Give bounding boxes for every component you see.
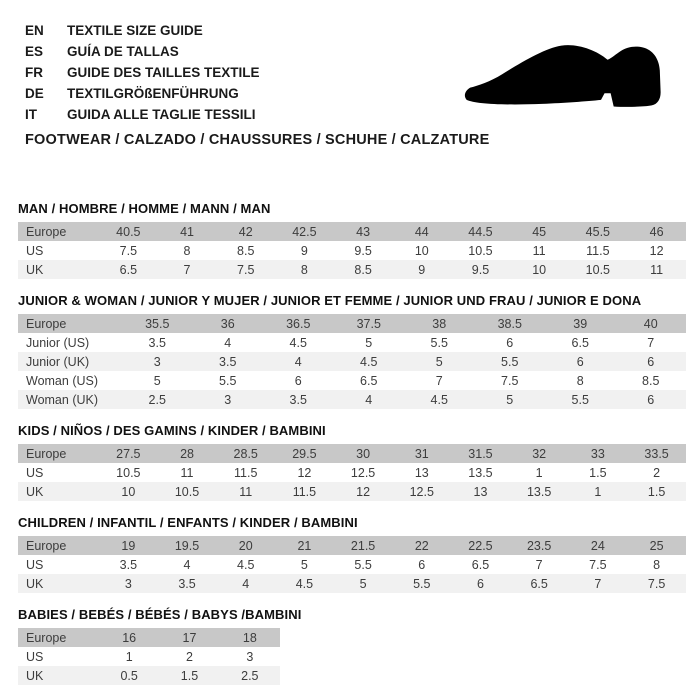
table-row xyxy=(18,444,686,463)
size-cell: 5 xyxy=(153,373,161,388)
shoe-icon xyxy=(463,38,666,111)
size-cell: 7 xyxy=(594,576,602,591)
size-cell: 43 xyxy=(356,224,371,239)
size-cell: 44 xyxy=(414,224,429,239)
size-cell: 6 xyxy=(476,576,484,591)
size-cell: 4 xyxy=(183,557,191,572)
size-tables-container xyxy=(0,201,700,685)
size-cell: 19.5 xyxy=(174,538,200,553)
size-cell: 25 xyxy=(649,538,664,553)
row-label: Junior (UK) xyxy=(26,354,90,369)
size-cell: 33 xyxy=(590,446,605,461)
size-cell: 23.5 xyxy=(526,538,552,553)
row-label: UK xyxy=(26,668,44,683)
size-cell: 6.5 xyxy=(360,373,378,388)
size-cell: 6.5 xyxy=(530,576,548,591)
size-cell: 2.5 xyxy=(148,392,166,407)
size-cell: 3.5 xyxy=(148,335,166,350)
size-cell: 4 xyxy=(365,392,373,407)
size-cell: 3 xyxy=(153,354,161,369)
size-cell: 3.5 xyxy=(289,392,307,407)
size-cell: 5.5 xyxy=(219,373,237,388)
size-cell: 42.5 xyxy=(292,224,317,239)
size-cell: 5 xyxy=(300,557,308,572)
size-cell: 40 xyxy=(643,316,658,331)
size-cell: 5.5 xyxy=(413,576,431,591)
size-cell: 38.5 xyxy=(497,316,522,331)
row-label: Europe xyxy=(26,316,67,331)
size-cell: 22 xyxy=(414,538,429,553)
language-label: GUIDE DES TAILLES TEXTILE xyxy=(67,65,260,80)
row-label: Europe xyxy=(26,538,67,553)
section-title-babies: BABIES / BEBÉS / BÉBÉS / BABYS /BAMBINI xyxy=(18,607,302,622)
table-row xyxy=(18,222,686,241)
table-row xyxy=(18,371,686,390)
size-cell: 31 xyxy=(414,446,429,461)
size-cell: 46 xyxy=(649,224,664,239)
size-cell: 36.5 xyxy=(286,316,311,331)
size-cell: 11 xyxy=(180,465,194,480)
size-cell: 7.5 xyxy=(647,576,666,591)
row-label: Europe xyxy=(26,446,67,461)
size-cell: 33.5 xyxy=(644,446,669,461)
language-code: DE xyxy=(25,86,44,101)
size-cell: 3 xyxy=(246,649,254,664)
size-cell: 7 xyxy=(647,335,655,350)
size-cell: 41 xyxy=(180,224,194,239)
language-code: ES xyxy=(25,44,44,59)
size-cell: 3.5 xyxy=(178,576,196,591)
size-table-junior-woman xyxy=(18,314,686,409)
size-cell: 38 xyxy=(432,316,447,331)
size-cell: 20 xyxy=(238,538,253,553)
size-cell: 7 xyxy=(183,262,191,277)
size-cell: 29.5 xyxy=(292,446,317,461)
table-row xyxy=(18,314,686,333)
table-row xyxy=(18,628,280,647)
size-cell: 3.5 xyxy=(119,557,138,572)
size-cell: 5.5 xyxy=(501,354,519,369)
row-label: Europe xyxy=(26,630,67,645)
size-cell: 0.5 xyxy=(120,668,138,683)
size-cell: 45 xyxy=(532,224,547,239)
size-cell: 11 xyxy=(650,262,664,277)
size-section-children xyxy=(18,515,686,593)
language-code: EN xyxy=(25,23,44,38)
size-cell: 1.5 xyxy=(647,484,666,499)
section-title-children: CHILDREN / INFANTIL / ENFANTS / KINDER / BAMBINI xyxy=(18,515,358,530)
size-cell: 22.5 xyxy=(468,538,493,553)
size-cell: 40.5 xyxy=(116,224,141,239)
size-table-babies xyxy=(18,628,280,685)
size-cell: 8 xyxy=(576,373,584,388)
size-cell: 30 xyxy=(356,446,371,461)
table-row xyxy=(18,352,686,371)
table-row xyxy=(18,390,686,409)
size-cell: 6.5 xyxy=(471,557,490,572)
size-cell: 4.5 xyxy=(237,557,255,572)
section-title-junior-woman: JUNIOR & WOMAN / JUNIOR Y MUJER / JUNIOR ET FEMME / JUNIOR UND FRAU / JUNIOR E DONA xyxy=(18,293,642,308)
size-cell: 12 xyxy=(649,243,664,258)
size-cell: 2.5 xyxy=(241,668,259,683)
size-cell: 5 xyxy=(359,576,367,591)
size-cell: 3 xyxy=(224,392,232,407)
table-row xyxy=(18,333,686,352)
size-cell: 8.5 xyxy=(354,262,372,277)
size-cell: 6 xyxy=(647,354,655,369)
size-cell: 31.5 xyxy=(468,446,493,461)
size-cell: 21.5 xyxy=(350,538,376,553)
size-cell: 44.5 xyxy=(468,224,493,239)
language-label: GUÍA DE TALLAS xyxy=(67,44,179,59)
size-cell: 5.5 xyxy=(571,392,589,407)
row-label: UK xyxy=(26,576,44,591)
size-section-babies xyxy=(18,607,686,685)
size-cell: 11.5 xyxy=(586,243,610,258)
size-cell: 11 xyxy=(532,243,546,258)
size-cell: 12 xyxy=(356,484,371,499)
size-cell: 18 xyxy=(242,630,257,645)
size-cell: 7.5 xyxy=(237,262,255,277)
row-label: US xyxy=(26,243,44,258)
size-cell: 2 xyxy=(653,465,661,480)
table-row xyxy=(18,555,686,574)
size-cell: 7.5 xyxy=(119,243,138,258)
size-table-children xyxy=(18,536,686,593)
size-cell: 6 xyxy=(576,354,584,369)
size-section-man xyxy=(18,201,686,279)
size-cell: 7 xyxy=(535,557,543,572)
size-cell: 36 xyxy=(220,316,235,331)
size-cell: 5.5 xyxy=(430,335,448,350)
language-label: TEXTILE SIZE GUIDE xyxy=(67,23,203,38)
size-cell: 11 xyxy=(239,484,253,499)
size-cell: 28.5 xyxy=(233,446,258,461)
size-cell: 6 xyxy=(506,335,514,350)
row-label: US xyxy=(26,557,44,572)
size-cell: 7 xyxy=(435,373,443,388)
size-table-kids xyxy=(18,444,686,501)
size-cell: 37.5 xyxy=(356,316,381,331)
size-cell: 1 xyxy=(594,484,602,499)
size-cell: 10.5 xyxy=(468,243,493,258)
row-label: US xyxy=(26,465,44,480)
size-cell: 10 xyxy=(532,262,547,277)
size-cell: 6.5 xyxy=(571,335,589,350)
size-cell: 27.5 xyxy=(116,446,141,461)
size-cell: 6 xyxy=(647,392,655,407)
size-cell: 9 xyxy=(418,262,426,277)
size-cell: 6 xyxy=(418,557,426,572)
size-cell: 12 xyxy=(297,465,312,480)
size-cell: 39 xyxy=(573,316,588,331)
size-cell: 17 xyxy=(182,630,197,645)
size-cell: 4.5 xyxy=(295,576,314,591)
size-cell: 13.5 xyxy=(468,465,493,480)
size-cell: 4.5 xyxy=(360,354,378,369)
size-cell: 4.5 xyxy=(289,335,307,350)
language-label: TEXTILGRÖßENFÜHRUNG xyxy=(67,86,239,101)
size-cell: 9 xyxy=(300,243,308,258)
size-cell: 13 xyxy=(473,484,488,499)
size-cell: 16 xyxy=(122,630,137,645)
size-cell: 2 xyxy=(186,649,193,664)
size-cell: 4.5 xyxy=(430,392,448,407)
size-cell: 9.5 xyxy=(354,243,372,258)
size-cell: 1.5 xyxy=(180,668,199,683)
size-cell: 28 xyxy=(180,446,194,461)
size-cell: 10.5 xyxy=(585,262,611,277)
size-cell: 4 xyxy=(294,354,302,369)
size-cell: 13.5 xyxy=(526,484,552,499)
size-cell: 5 xyxy=(365,335,373,350)
section-title-kids: KIDS / NIÑOS / DES GAMINS / KINDER / BAMBINI xyxy=(18,423,326,438)
table-row xyxy=(18,536,686,555)
size-section-junior-woman xyxy=(18,293,686,409)
size-cell: 7.5 xyxy=(501,373,519,388)
table-row xyxy=(18,574,686,593)
size-cell: 21 xyxy=(297,538,312,553)
table-row xyxy=(18,647,280,666)
language-code: IT xyxy=(25,107,37,122)
size-cell: 10.5 xyxy=(174,484,200,499)
size-cell: 9.5 xyxy=(471,262,490,277)
size-cell: 45.5 xyxy=(585,224,611,239)
size-cell: 32 xyxy=(532,446,547,461)
size-cell: 42 xyxy=(238,224,253,239)
size-cell: 13 xyxy=(414,465,429,480)
size-cell: 10 xyxy=(121,484,136,499)
size-cell: 4 xyxy=(224,335,232,350)
size-cell: 35.5 xyxy=(145,316,170,331)
category-line: FOOTWEAR / CALZADO / CHAUSSURES / SCHUHE / CALZATURE xyxy=(25,132,490,148)
size-cell: 3.5 xyxy=(219,354,237,369)
size-cell: 11.5 xyxy=(234,465,258,480)
row-label: US xyxy=(26,649,44,664)
row-label: UK xyxy=(26,484,44,499)
row-label: Woman (UK) xyxy=(26,392,99,407)
language-code: FR xyxy=(25,65,43,80)
size-cell: 19 xyxy=(121,538,136,553)
size-cell: 6 xyxy=(294,373,302,388)
size-cell: 1 xyxy=(125,649,133,664)
size-cell: 8.5 xyxy=(642,373,660,388)
size-cell: 10.5 xyxy=(116,465,141,480)
size-cell: 1.5 xyxy=(589,465,607,480)
size-cell: 3 xyxy=(124,576,132,591)
section-title-man: MAN / HOMBRE / HOMME / MANN / MAN xyxy=(18,201,271,216)
row-label: Junior (US) xyxy=(26,335,90,350)
language-label: GUIDA ALLE TAGLIE TESSILI xyxy=(67,107,256,122)
row-label: Woman (US) xyxy=(26,373,99,388)
size-cell: 11.5 xyxy=(292,484,317,499)
table-row xyxy=(18,463,686,482)
size-cell: 4 xyxy=(242,576,250,591)
table-row xyxy=(18,260,686,279)
table-row xyxy=(18,666,280,685)
size-section-kids xyxy=(18,423,686,501)
header xyxy=(0,0,700,149)
size-cell: 8 xyxy=(653,557,661,572)
size-cell: 10 xyxy=(414,243,429,258)
size-cell: 5.5 xyxy=(354,557,372,572)
size-cell: 12.5 xyxy=(350,465,376,480)
row-label: Europe xyxy=(26,224,67,239)
table-row xyxy=(18,482,686,501)
size-cell: 6.5 xyxy=(119,262,138,277)
size-cell: 5 xyxy=(435,354,443,369)
size-cell: 7.5 xyxy=(589,557,607,572)
size-cell: 24 xyxy=(590,538,605,553)
size-cell: 12.5 xyxy=(409,484,434,499)
size-cell: 8 xyxy=(300,262,308,277)
size-cell: 8 xyxy=(183,243,191,258)
size-cell: 5 xyxy=(506,392,514,407)
size-table-man xyxy=(18,222,686,279)
size-cell: 8.5 xyxy=(237,243,255,258)
row-label: UK xyxy=(26,262,44,277)
size-cell: 1 xyxy=(535,465,543,480)
table-row xyxy=(18,241,686,260)
